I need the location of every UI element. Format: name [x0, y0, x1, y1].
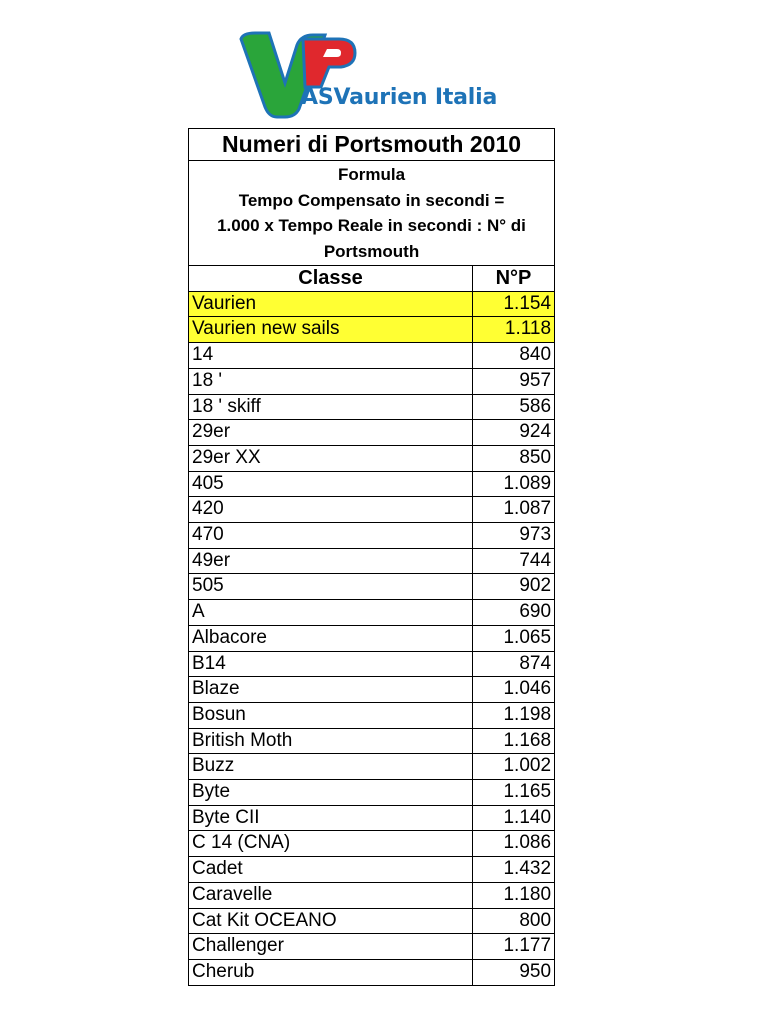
portsmouth-number-cell: 840 — [473, 343, 555, 369]
class-cell: Caravelle — [189, 882, 473, 908]
class-cell: Challenger — [189, 934, 473, 960]
class-cell: B14 — [189, 651, 473, 677]
portsmouth-number-cell: 874 — [473, 651, 555, 677]
class-cell: Vaurien new sails — [189, 317, 473, 343]
class-cell: Cat Kit OCEANO — [189, 908, 473, 934]
table-row — [189, 857, 555, 883]
class-cell: C 14 (CNA) — [189, 831, 473, 857]
portsmouth-number-cell: 1.165 — [473, 780, 555, 806]
table-row — [189, 702, 555, 728]
table-row — [189, 882, 555, 908]
portsmouth-number-cell: 924 — [473, 420, 555, 446]
table-row — [189, 291, 555, 317]
class-cell: British Moth — [189, 728, 473, 754]
portsmouth-number-cell: 957 — [473, 368, 555, 394]
class-cell: 18 ' skiff — [189, 394, 473, 420]
table-row — [189, 497, 555, 523]
portsmouth-number-cell: 1.087 — [473, 497, 555, 523]
table-row — [189, 420, 555, 446]
table-row — [189, 523, 555, 549]
portsmouth-number-cell: 1.168 — [473, 728, 555, 754]
column-header-class: Classe — [189, 266, 473, 292]
class-cell: 49er — [189, 548, 473, 574]
table-row — [189, 728, 555, 754]
class-cell: 405 — [189, 471, 473, 497]
table-row — [189, 831, 555, 857]
portsmouth-number-cell: 690 — [473, 600, 555, 626]
portsmouth-number-cell: 1.118 — [473, 317, 555, 343]
class-cell: 505 — [189, 574, 473, 600]
portsmouth-number-cell: 902 — [473, 574, 555, 600]
class-cell: Byte — [189, 780, 473, 806]
table-row — [189, 651, 555, 677]
table-row — [189, 805, 555, 831]
class-cell: Albacore — [189, 625, 473, 651]
column-header-number: N°P — [473, 266, 555, 292]
portsmouth-number-cell: 1.180 — [473, 882, 555, 908]
formula-line: Formula — [337, 165, 406, 184]
table-row — [189, 600, 555, 626]
portsmouth-number-cell: 1.198 — [473, 702, 555, 728]
class-cell: A — [189, 600, 473, 626]
portsmouth-number-cell: 1.177 — [473, 934, 555, 960]
formula-line: Tempo Compensato in secondi = — [238, 190, 505, 210]
portsmouth-number-cell: 744 — [473, 548, 555, 574]
table-row — [189, 368, 555, 394]
class-cell: Cadet — [189, 857, 473, 883]
class-cell: Buzz — [189, 754, 473, 780]
table-row — [189, 754, 555, 780]
portsmouth-number-cell: 1.002 — [473, 754, 555, 780]
class-cell: Bosun — [189, 702, 473, 728]
formula-line: Portsmouth — [323, 241, 420, 261]
formula-cell — [189, 161, 555, 266]
logo-text: ASVaurien Italia — [301, 85, 498, 110]
class-cell: 29er XX — [189, 445, 473, 471]
class-cell: 14 — [189, 343, 473, 369]
table-row — [189, 625, 555, 651]
portsmouth-number-cell: 1.089 — [473, 471, 555, 497]
asvaurien-logo — [233, 25, 523, 121]
table-title: Numeri di Portsmouth 2010 — [189, 129, 555, 161]
formula-line: 1.000 x Tempo Reale in secondi : N° di — [217, 216, 526, 235]
portsmouth-number-cell: 1.432 — [473, 857, 555, 883]
table-row — [189, 574, 555, 600]
table-row — [189, 959, 555, 985]
class-cell: 18 ' — [189, 368, 473, 394]
class-cell: Byte CII — [189, 805, 473, 831]
class-cell: 420 — [189, 497, 473, 523]
table-row — [189, 677, 555, 703]
portsmouth-number-cell: 1.086 — [473, 831, 555, 857]
portsmouth-number-cell: 800 — [473, 908, 555, 934]
portsmouth-table — [188, 128, 555, 986]
portsmouth-number-cell: 950 — [473, 959, 555, 985]
table-row — [189, 471, 555, 497]
table-row — [189, 908, 555, 934]
table-row — [189, 445, 555, 471]
table-row — [189, 780, 555, 806]
table-row — [189, 394, 555, 420]
table-row — [189, 934, 555, 960]
portsmouth-number-cell: 1.065 — [473, 625, 555, 651]
portsmouth-number-cell: 850 — [473, 445, 555, 471]
class-cell: Vaurien — [189, 291, 473, 317]
class-cell: Cherub — [189, 959, 473, 985]
portsmouth-number-cell: 1.140 — [473, 805, 555, 831]
class-cell: 470 — [189, 523, 473, 549]
portsmouth-number-cell: 586 — [473, 394, 555, 420]
class-cell: 29er — [189, 420, 473, 446]
portsmouth-number-cell: 1.046 — [473, 677, 555, 703]
class-cell: Blaze — [189, 677, 473, 703]
portsmouth-number-cell: 973 — [473, 523, 555, 549]
table-row — [189, 548, 555, 574]
table-row — [189, 343, 555, 369]
table-row — [189, 317, 555, 343]
portsmouth-number-cell: 1.154 — [473, 291, 555, 317]
